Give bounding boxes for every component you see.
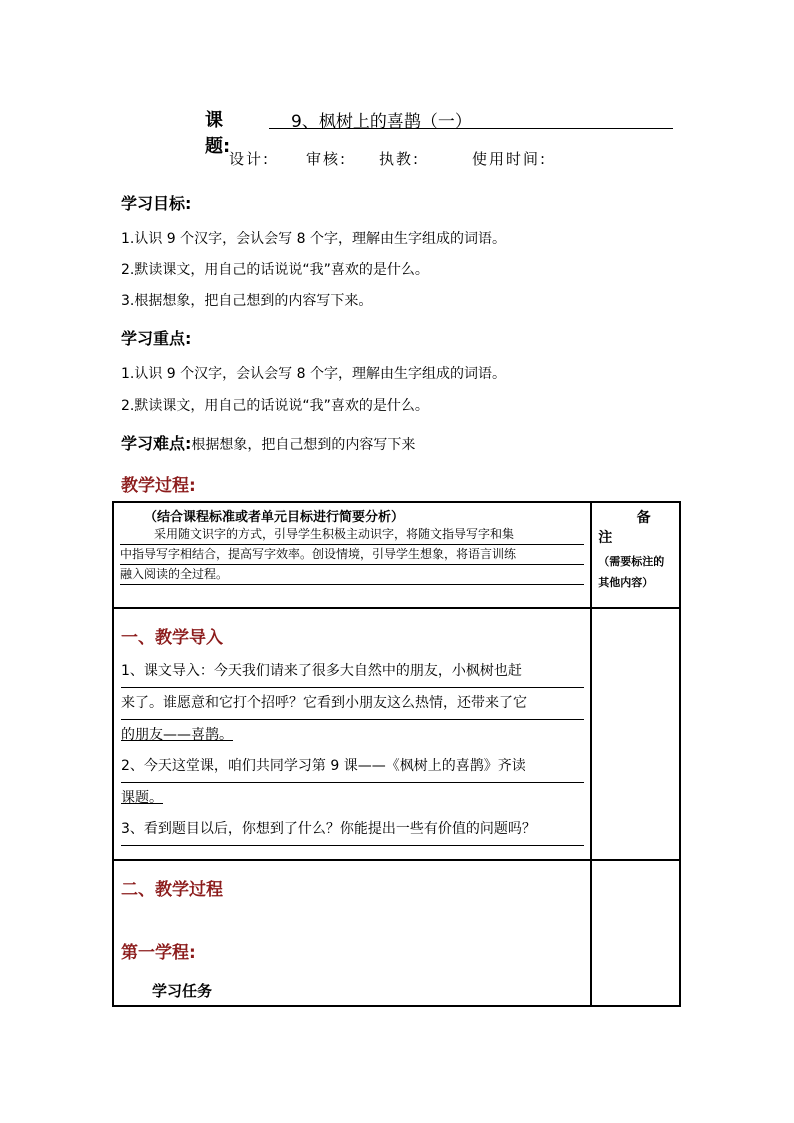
notes-head-2: 注 <box>598 530 613 546</box>
analysis-cell <box>113 502 591 608</box>
process-heading: 教学过程: <box>121 476 196 496</box>
notes-sub-2: 其他内容） <box>598 576 654 589</box>
intro-text <box>114 648 590 846</box>
notes-cell <box>591 502 680 608</box>
notes-cell-empty <box>591 608 680 860</box>
goal-item: 3.根据想象，把自己想到的内容写下来。 <box>121 293 373 309</box>
goal-item: 2.默读课文，用自己的话说说“我”喜欢的是什么。 <box>121 262 429 278</box>
use-time-label: 使用时间: <box>472 150 548 168</box>
analysis-line: 中指导写字相结合，提高写字效率。创设情境，引导学生想象，将语言训练 <box>120 545 584 565</box>
difficulty-row <box>121 431 415 454</box>
key-points-heading: 学习重点: <box>121 329 192 348</box>
key-point-item: 2.默读课文，用自己的话说说“我”喜欢的是什么。 <box>121 398 429 414</box>
intro-line: 课题。 <box>121 790 163 806</box>
analysis-line: 采用随文识字的方式，引导学生积极主动识字，将随文指导写字和集 <box>120 525 584 545</box>
intro-line: 来了。谁愿意和它打个招呼？它看到小朋友这么热情，还带来了它 <box>121 688 584 720</box>
notes-cell-empty <box>591 860 680 1006</box>
difficulty-text: 根据想象，把自己想到的内容写下来 <box>191 437 416 453</box>
analysis-text <box>114 525 590 585</box>
lesson-table <box>112 501 681 1007</box>
goals-heading: 学习目标: <box>121 194 192 213</box>
notes-head-1: 备 <box>636 510 651 526</box>
analysis-title: （结合课程标准或者单元目标进行简要分析） <box>144 510 405 525</box>
intro-line: 3、看到题目以后，你想到了什么？你能提出一些有价值的问题吗？ <box>121 814 584 846</box>
review-label: 审核: <box>306 150 348 168</box>
notes-sub-1: （需要标注的 <box>598 555 665 568</box>
analysis-line: 融入阅读的全过程。 <box>120 565 584 585</box>
intro-line: 1、课文导入：今天我们请来了很多大自然中的朋友，小枫树也赶 <box>121 656 584 688</box>
goal-item: 1.认识 9 个汉字，会认会写 8 个字，理解由生字组成的词语。 <box>121 231 506 247</box>
task-heading: 学习任务 <box>152 982 213 1000</box>
title-value: 9、枫树上的喜鹊（一） <box>269 107 673 129</box>
stage-heading: 第一学程: <box>121 943 196 963</box>
key-point-item: 1.认识 9 个汉字，会认会写 8 个字，理解由生字组成的词语。 <box>121 366 506 382</box>
teaching-process-heading: 二、教学过程 <box>121 880 223 900</box>
intro-line: 的朋友——喜鹊。 <box>121 727 233 743</box>
intro-heading: 一、教学导入 <box>121 628 223 648</box>
intro-cell <box>113 608 591 860</box>
teach-label: 执教: <box>379 150 421 168</box>
design-label: 设计: <box>229 150 271 168</box>
title-label: 课题: <box>205 110 231 157</box>
intro-line: 2、今天这堂课，咱们共同学习第 9 课——《枫树上的喜鹊》齐读 <box>121 751 584 783</box>
process-cell <box>113 860 591 1006</box>
difficulty-label: 学习难点: <box>121 434 192 453</box>
